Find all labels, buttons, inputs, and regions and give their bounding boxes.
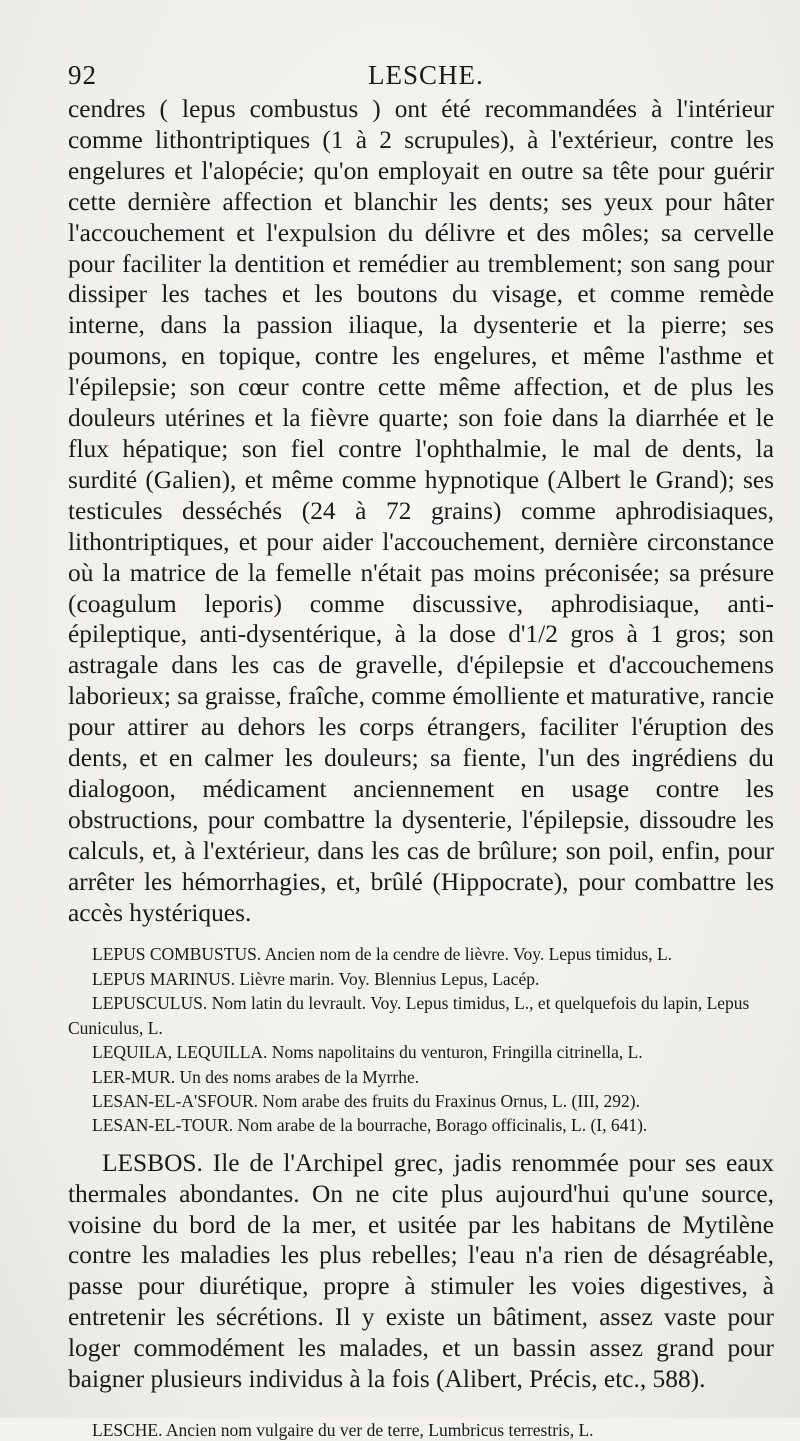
entry-lepus-marinus: LEPUS MARINUS. Lièvre marin. Voy. Blennius Lepus, Lacép. [92, 968, 540, 989]
entry-lequila: LEQUILA, LEQUILLA. Noms napolitains du venturon, Fringilla citrinella, L. [92, 1042, 643, 1063]
main-paragraph [68, 94, 774, 928]
entry-lepus-combustus: LEPUS COMBUSTUS. Ancien nom de la cendre de lièvre. Voy. Lepus timidus, L. [92, 944, 673, 965]
entry-lesan-el-tour: LESAN-EL-TOUR. Nom arabe de la bourrache, Borago officinalis, L. (I, 641). [92, 1115, 648, 1136]
entry-lepusculus: LEPUSCULUS. Nom latin du levrault. Voy. Lepus timidus, L., et quelquefois du lapin, Lepus Cuniculus, L. [68, 993, 750, 1038]
main-paragraph-text: cendres ( lepus combustus ) ont été recommandées à l'intérieur comme lithontriptiques (1 à 2 scrupules), à l'extérieur, contre les engelures et l'alopécie; qu'on employait en outre sa tête pour guérir cette dernière affection et blanchir les dents; ses yeux pour hâter l'accouchement et l'expulsion du délivre et des môles; sa cervelle pour faciliter la dentition et remédier au tremblement; son sang pour dissiper les taches et les boutons du visage, et comme remède interne, dans la passion iliaque, la dysenterie et la pierre; ses poumons, en topique, contre les engelures, et même l'asthme et l'épilepsie; son cœur contre cette même affection, et de plus les douleurs utérines et la fièvre quarte; son foie dans la diarrhée et le flux hépatique; son fiel contre l'ophthalmie, le mal de dents, la surdité (Galien), et même comme hypnotique (Albert le Grand); ses testicules desséchés (24 à 72 grains) comme aphrodisiaques, lithontriptiques, et pour aider l'accouchement, dernière circonstance où la matrice de la femelle n'était pas moins préconisée; sa présure (coagulum leporis) comme discussive, aphrodisiaque, anti-épileptique, anti-dysentérique, à la dose d'1/2 gros à 1 gros; son astragale dans les cas de gravelle, d'épilepsie et d'accouchemens laborieux; sa graisse, fraîche, comme émolliente et maturative, rancie pour attirer au dehors les corps étrangers, faciliter l'éruption des dents, et en calmer les douleurs; sa fiente, l'un des ingrédiens du dialogoon, médicament anciennement en usage contre les obstructions, pour combattre la dysenterie, l'épilepsie, dissoudre les calculs, et, à l'extérieur, dans les cas de brûlure; son poil, enfin, pour arrêter les hémorrhagies, et, brûlé (Hippocrate), pour combattre les accès hystériques. [68, 95, 774, 927]
page-number: 92 [68, 60, 97, 90]
lesbos-article: LESBOS. Ile de l'Archipel grec, jadis renommée pour ses eaux thermales abondantes. On ne cite plus aujourd'hui qu'une source, voisine du bord de la mer, et usitée par les habitans de Mytilène contre les maladies les plus rebelles; l'eau n'a rien de désagréable, passe pour diurétique, propre à stimuler les voies digestives, à entretenir les sécrétions. Il y existe un bâtiment, assez vaste pour loger commodément les malades, et un bassin assez grand pour baigner plusieurs individus à la fois (Alibert, Précis, etc., 588). [68, 1148, 774, 1394]
running-head: LESCHE. [368, 60, 484, 90]
entry-lesche: LESCHE. Ancien nom vulgaire du ver de terre, Lumbricus terrestris, L. [92, 1420, 594, 1441]
entry-lesan-el-asfour: LESAN-EL-A'SFOUR. Nom arabe des fruits du Fraxinus Ornus, L. (III, 292). [92, 1090, 641, 1111]
short-entries [68, 942, 774, 1137]
page-header [68, 60, 774, 94]
entry-ler-mur: LER-MUR. Un des noms arabes de la Myrrhe. [92, 1066, 420, 1087]
